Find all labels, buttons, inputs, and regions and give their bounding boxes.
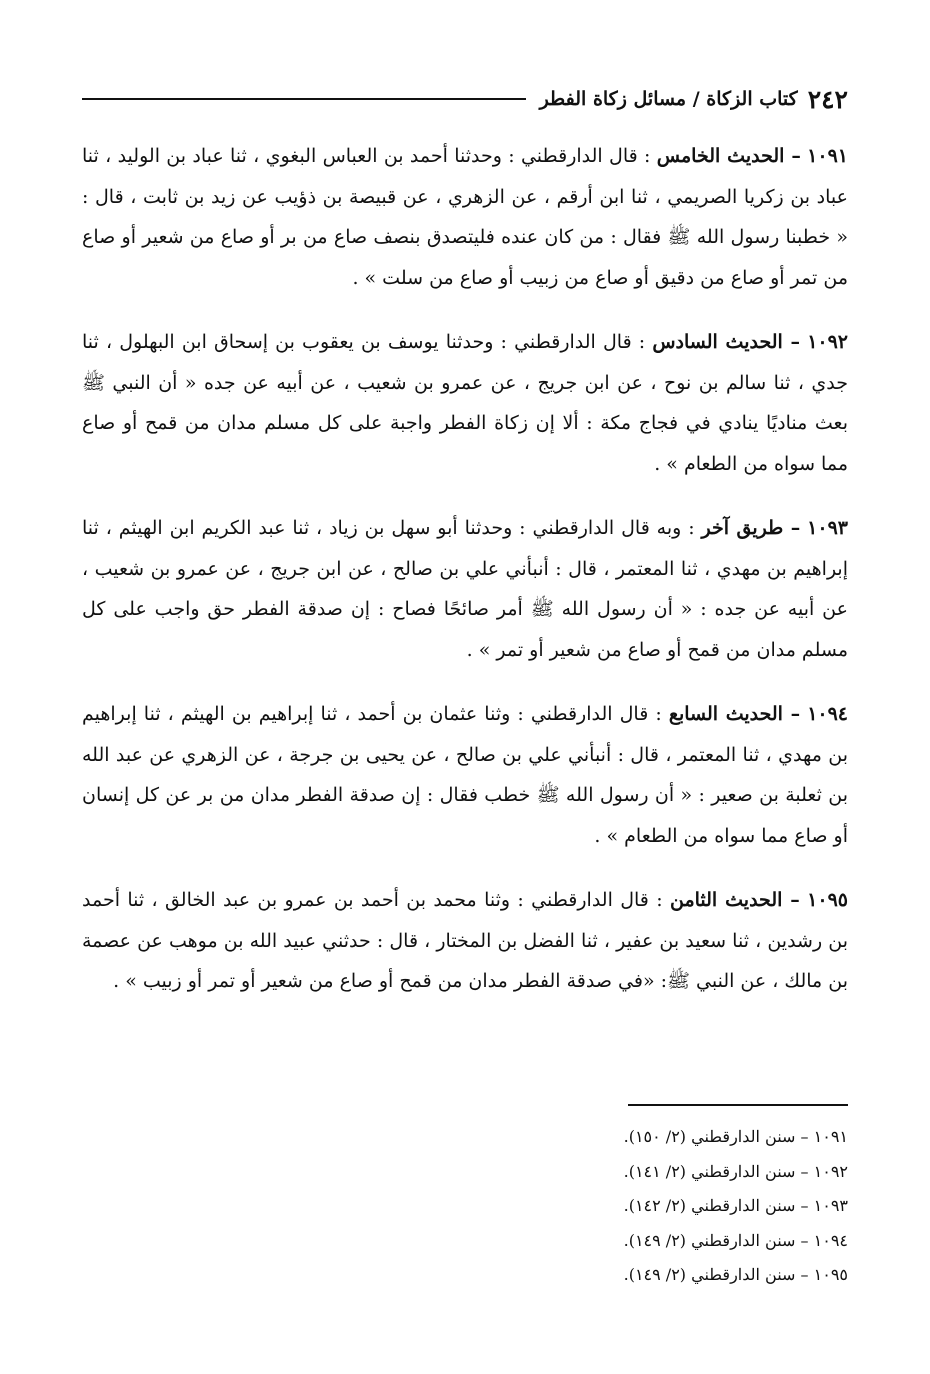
hadith-paragraph: ١٠٩٢ – الحديث السادس : قال الدارقطني : وحدثنا يوسف بن يعقوب بن إسحاق ابن البهلول ، ثنا جدي ، ثنا سالم بن نوح ، عن ابن جريج ، عن عمرو بن شعيب ، عن أبيه عن جده « أن النبي ﷺ بعث مناديًا ينادي في فجاج مكة : ألا إن زكاة الفطر واجبة على كل مسلم مدان من قمح أو صاع مما سواه من الطعام » .	[82, 331, 849, 475]
running-title: كتاب الزكاة / مسائل زكاة الفطر	[539, 88, 798, 110]
page-number: ٢٤٢	[807, 84, 848, 114]
hadith-number: ١٠٩٢	[807, 331, 849, 353]
footnote: ١٠٩١ – سنن الدارقطني (٢/ ١٥٠).	[623, 1127, 848, 1146]
hadith-entry	[82, 694, 848, 856]
main-text	[82, 136, 848, 1026]
footnote: ١٠٩٣ – سنن الدارقطني (٢/ ١٤٢).	[623, 1196, 848, 1215]
hadith-label: طريق آخر	[701, 517, 784, 539]
hadith-text: : قال الدارقطني : وحدثنا أحمد بن العباس البغوي ، ثنا عباد بن الوليد ، ثنا عباد بن زكريا الصريمي ، ثنا ابن أرقم ، عن الزهري ، عن قبيصة بن ذؤيب عن زيد بن ثابت ، قال : « خطبنا رسول الله ﷺ فقال : من كان عنده فليتصدق بنصف صاع من بر أو صاع من شعير أو صاع من تمر أو صاع من دقيق أو صاع من زبيب أو صاع من سلت » .	[82, 145, 848, 289]
hadith-entry	[82, 508, 848, 670]
hadith-paragraph: ١٠٩٣ – طريق آخر : وبه قال الدارقطني : وحدثنا أبو سهل بن زياد ، ثنا عبد الكريم ابن الهيثم ، ثنا إبراهيم بن مهدي ، ثنا المعتمر ، قال : أنبأني علي بن صالح ، عن ابن جريج ، عن عمرو بن شعيب ، عن أبيه عن جده : « أن رسول الله ﷺ أمر صائحًا فصاح : إن صدقة الفطر حق واجب على كل مسلم مدان من قمح أو صاع من شعير أو تمر » .	[82, 517, 848, 661]
hadith-label: الحديث الخامس	[656, 145, 785, 167]
footnote-separator	[628, 1104, 848, 1106]
hadith-entry	[82, 322, 848, 484]
hadith-number: ١٠٩٤	[807, 703, 849, 725]
hadith-paragraph: ١٠٩١ – الحديث الخامس : قال الدارقطني : وحدثنا أحمد بن العباس البغوي ، ثنا عباد بن الوليد ، ثنا عباد بن زكريا الصريمي ، ثنا ابن أرقم ، عن الزهري ، عن قبيصة بن ذؤيب عن زيد بن ثابت ، قال : « خطبنا رسول الله ﷺ فقال : من كان عنده فليتصدق بنصف صاع من بر أو صاع من شعير أو صاع من تمر أو صاع من دقيق أو صاع من زبيب أو صاع من سلت » .	[82, 145, 848, 289]
hadith-number: ١٠٩٥	[807, 889, 848, 911]
hadith-number: ١٠٩١	[807, 145, 848, 167]
hadith-text: : قال الدارقطني : وحدثنا يوسف بن يعقوب بن إسحاق ابن البهلول ، ثنا جدي ، ثنا سالم بن نوح ، عن ابن جريج ، عن عمرو بن شعيب ، عن أبيه عن جده « أن النبي ﷺ بعث مناديًا ينادي في فجاج مكة : ألا إن زكاة الفطر واجبة على كل مسلم مدان من قمح أو صاع مما سواه من الطعام » .	[82, 331, 848, 475]
hadith-number: ١٠٩٣	[807, 517, 848, 539]
hadith-text: : وبه قال الدارقطني : وحدثنا أبو سهل بن زياد ، ثنا عبد الكريم ابن الهيثم ، ثنا إبراهيم بن مهدي ، ثنا المعتمر ، قال : أنبأني علي بن صالح ، عن ابن جريج ، عن عمرو بن شعيب ، عن أبيه عن جده : « أن رسول الله ﷺ أمر صائحًا فصاح : إن صدقة الفطر حق واجب على كل مسلم مدان من قمح أو صاع من شعير أو تمر » .	[82, 517, 848, 661]
footnote: ١٠٩٥ – سنن الدارقطني (٢/ ١٤٩).	[623, 1265, 848, 1284]
hadith-paragraph: ١٠٩٥ – الحديث الثامن : قال الدارقطني : وثنا محمد بن أحمد بن عمرو بن عبد الخالق ، ثنا أحمد بن رشدين ، ثنا سعيد بن عفير ، ثنا الفضل بن المختار ، قال : حدثني عبيد الله بن موهب عن عصمة بن مالك ، عن النبي ﷺ: «في صدقة الفطر مدان من قمح أو صاع من شعير أو تمر أو زبيب » .	[82, 889, 848, 992]
footnote: ١٠٩٤ – سنن الدارقطني (٢/ ١٤٩).	[623, 1230, 848, 1250]
hadith-label: الحديث السابع	[668, 703, 783, 725]
hadith-paragraph: ١٠٩٤ – الحديث السابع : قال الدارقطني : وثنا عثمان بن أحمد ، ثنا إبراهيم بن الهيثم ، ثنا إبراهيم بن مهدي ، ثنا المعتمر ، قال : أنبأني علي بن صالح ، عن يحيى بن جرجة ، عن الزهري عن عبد الله بن ثعلبة بن صعير : « أن رسول الله ﷺ خطب فقال : إن صدقة الفطر مدان من بر عن كل إنسان أو صاع مما سواه من الطعام » .	[82, 703, 849, 847]
hadith-text: : قال الدارقطني : وثنا محمد بن أحمد بن عمرو بن عبد الخالق ، ثنا أحمد بن رشدين ، ثنا سعيد بن عفير ، ثنا الفضل بن المختار ، قال : حدثني عبيد الله بن موهب عن عصمة بن مالك ، عن النبي ﷺ: «في صدقة الفطر مدان من قمح أو صاع من شعير أو تمر أو زبيب » .	[82, 889, 848, 992]
hadith-label: الحديث الثامن	[669, 889, 783, 911]
footnote: ١٠٩٢ – سنن الدارقطني (٢/ ١٤١).	[623, 1161, 848, 1181]
footnotes	[82, 1120, 848, 1293]
hadith-text: : قال الدارقطني : وثنا عثمان بن أحمد ، ثنا إبراهيم بن الهيثم ، ثنا إبراهيم بن مهدي ، ثنا المعتمر ، قال : أنبأني علي بن صالح ، عن يحيى بن جرجة ، عن الزهري عن عبد الله بن ثعلبة بن صعير : « أن رسول الله ﷺ خطب فقال : إن صدقة الفطر مدان من بر عن كل إنسان أو صاع مما سواه من الطعام » .	[82, 703, 848, 847]
header-rule	[82, 98, 526, 100]
hadith-entry	[82, 136, 848, 298]
running-header	[82, 82, 848, 116]
hadith-entry	[82, 880, 848, 1002]
hadith-label: الحديث السادس	[652, 331, 783, 353]
